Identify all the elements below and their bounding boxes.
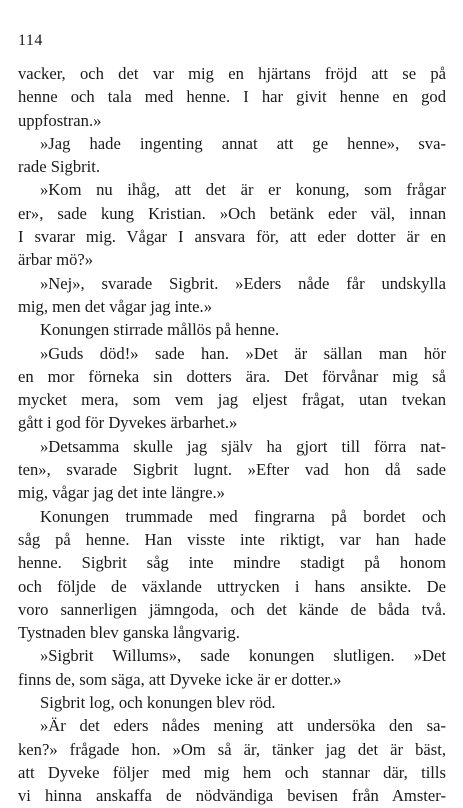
text-line: »Jag hade ingenting annat att ge henne», sva- bbox=[40, 133, 446, 153]
text-line: vacker, och det var mig en hjärtans fröjd att se på bbox=[18, 64, 446, 83]
text-line: »Är det eders nådes mening att undersöka den sa- bbox=[40, 716, 446, 736]
text-line: Sigbrit log, och konungen blev röd. bbox=[40, 693, 276, 713]
text-line: en mor förneka sin dotters ära. Det förvånar mig så bbox=[18, 366, 446, 386]
text-line: er», sade kung Kristian. »Och betänk eder väl, innan bbox=[18, 203, 446, 223]
text-line: såg på henne. Han visste inte riktigt, var han hade bbox=[18, 529, 446, 549]
text-line: ärbar mö?» bbox=[18, 250, 94, 270]
text-line: I svarar mig. Vågar I ansvara för, att eder dotter är en bbox=[18, 227, 446, 247]
text-line: att Dyveke följer med mig hem och stannar där, tills bbox=[18, 762, 446, 782]
text-line: »Nej», svarade Sigbrit. »Eders nåde får undskylla bbox=[40, 273, 446, 293]
text-line: uppfostran.» bbox=[18, 110, 102, 130]
text-line: mig, men det vågar jag inte.» bbox=[18, 296, 212, 316]
text-line: ken?» frågade hon. »Om så är, tänker jag det är bäst, bbox=[18, 739, 446, 759]
text-line: och följde de växlande uttrycken i hans ansikte. De bbox=[18, 576, 446, 596]
text-line: Konungen trummade med fingrarna på bordet och bbox=[40, 506, 446, 526]
text-line: vi hinna anskaffa de nödvändiga bevisen från Amster- bbox=[18, 786, 446, 806]
text-line: finns de, som säga, att Dyveke icke är er dotter.» bbox=[18, 669, 342, 689]
text-line: mig, vågar jag det inte längre.» bbox=[18, 483, 225, 503]
text-line: gått i god för Dyvekes ärbarhet.» bbox=[18, 413, 238, 433]
text-line: »Sigbrit Willums», sade konungen slutligen. »Det bbox=[40, 646, 446, 666]
text-line: henne. Sigbrit såg inte mindre stadigt på honom bbox=[18, 553, 446, 573]
page-number: 114 bbox=[18, 32, 43, 49]
text-line: Tystnaden blev ganska långvarig. bbox=[18, 623, 240, 643]
text-line: mycket mera, som vem jag eljest frågat, utan tvekan bbox=[18, 390, 446, 410]
text-line: henne och tala med henne. I har givit henne en god bbox=[18, 87, 446, 107]
text-line: »Detsamma skulle jag själv ha gjort till förra nat- bbox=[40, 436, 446, 456]
text-line: »Guds död!» sade han. »Det är sällan man hör bbox=[40, 343, 446, 363]
text-line: »Kom nu ihåg, att det är er konung, som frågar bbox=[40, 180, 446, 200]
body-text bbox=[18, 62, 446, 808]
text-line: voro sannerligen jämngoda, och det kände de båda två. bbox=[18, 599, 446, 619]
text-line: rade Sigbrit. bbox=[18, 157, 101, 177]
text-line: ten», svarade Sigbrit lugnt. »Efter vad hon då sade bbox=[18, 460, 446, 480]
text-line: Konungen stirrade mållös på henne. bbox=[40, 320, 280, 340]
